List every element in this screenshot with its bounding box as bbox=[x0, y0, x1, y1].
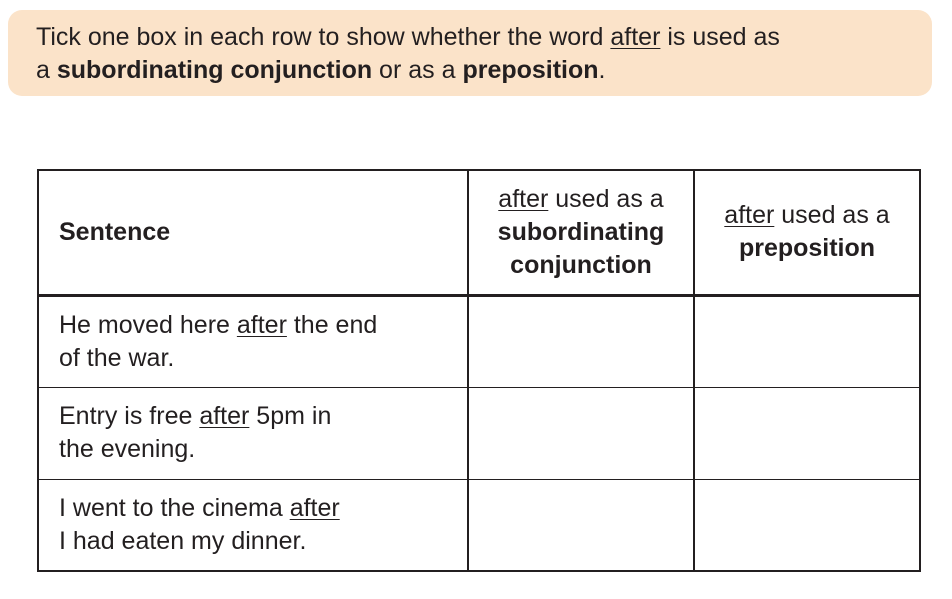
header-term: preposition bbox=[738, 234, 876, 263]
sentence-text: Entry is free bbox=[59, 402, 200, 430]
header-key-word: after bbox=[724, 201, 775, 230]
header-conjunction bbox=[468, 170, 694, 295]
instruction-term-preposition: preposition bbox=[462, 56, 599, 84]
sentence-key-word: after bbox=[236, 310, 287, 339]
instruction-box bbox=[8, 10, 932, 96]
instruction-text: or as a bbox=[372, 56, 463, 84]
answer-table bbox=[37, 169, 921, 572]
header-preposition bbox=[694, 170, 920, 295]
sentence-key-word: after bbox=[289, 493, 340, 522]
tick-box-conjunction[interactable] bbox=[468, 479, 694, 571]
table-header-row bbox=[38, 170, 920, 295]
header-text: used as a bbox=[548, 184, 664, 213]
tick-box-preposition[interactable] bbox=[694, 387, 920, 479]
instruction-text: is used as bbox=[660, 23, 780, 51]
sentence-text: I had eaten my dinner. bbox=[59, 526, 307, 555]
instruction-key-word: after bbox=[610, 23, 661, 51]
header-sentence: Sentence bbox=[38, 170, 468, 295]
instruction-text: a bbox=[36, 56, 57, 84]
sentence-text: the end bbox=[286, 310, 378, 339]
header-term: subordinating bbox=[497, 217, 665, 246]
sentence-text: 5pm in bbox=[249, 402, 332, 430]
sentence-text: the evening. bbox=[59, 435, 196, 463]
tick-box-preposition[interactable] bbox=[694, 295, 920, 387]
instruction-line-2 bbox=[36, 54, 932, 87]
instruction-text: . bbox=[598, 56, 606, 84]
table-row bbox=[38, 387, 920, 479]
sentence-key-word: after bbox=[199, 402, 250, 430]
header-term: conjunction bbox=[510, 250, 652, 279]
sentence-text: I went to the cinema bbox=[59, 493, 290, 522]
header-key-word: after bbox=[498, 184, 549, 213]
tick-box-conjunction[interactable] bbox=[468, 295, 694, 387]
instruction-line-1 bbox=[36, 21, 932, 54]
tick-box-preposition[interactable] bbox=[694, 479, 920, 571]
instruction-term-conjunction: subordinating conjunction bbox=[56, 56, 373, 84]
sentence-text: He moved here bbox=[59, 310, 237, 339]
sentence-cell bbox=[38, 387, 468, 479]
sentence-text: of the war. bbox=[59, 343, 175, 372]
table-row bbox=[38, 479, 920, 571]
sentence-cell bbox=[38, 479, 468, 571]
sentence-cell bbox=[38, 295, 468, 387]
tick-box-conjunction[interactable] bbox=[468, 387, 694, 479]
instruction-text: Tick one box in each row to show whether the word bbox=[36, 23, 611, 51]
header-text: used as a bbox=[774, 201, 890, 230]
table-row bbox=[38, 295, 920, 387]
